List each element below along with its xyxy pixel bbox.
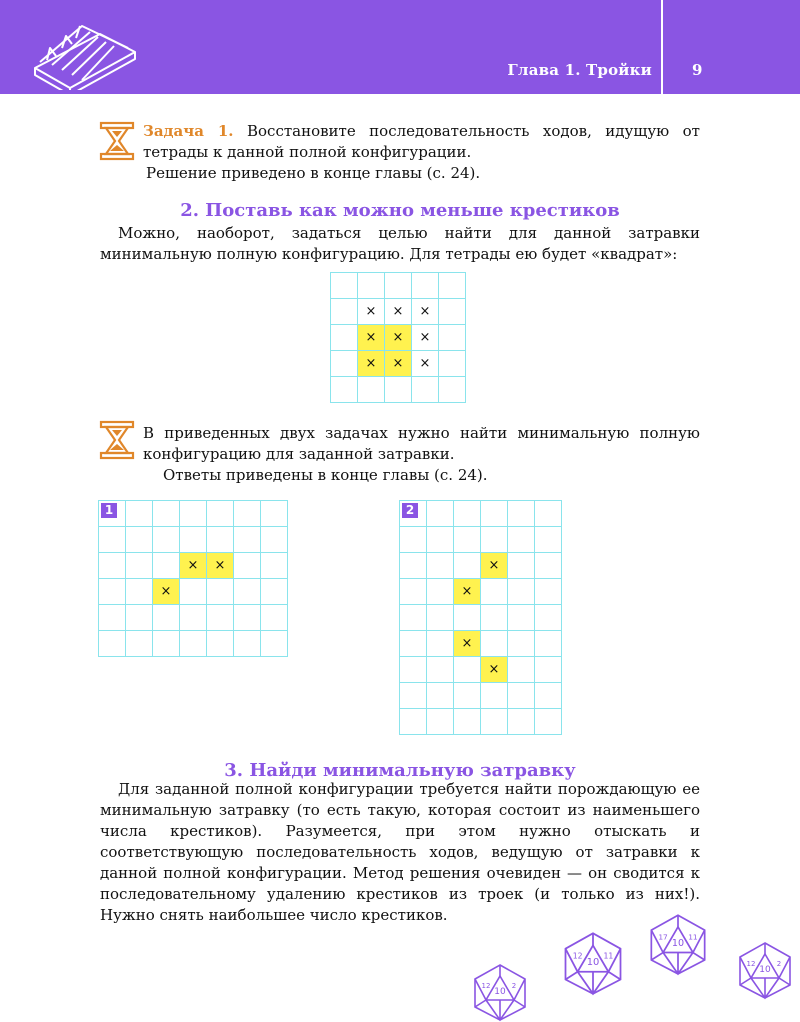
grid-cell [234, 605, 261, 631]
grid-cell-cross: × [385, 299, 412, 325]
grid-cell [535, 631, 562, 657]
grid-row [400, 579, 562, 605]
grid-cell [99, 579, 126, 605]
grid-row [331, 351, 466, 377]
grid-cell [180, 605, 207, 631]
grid-cell [400, 553, 427, 579]
grid-row [331, 325, 466, 351]
grid-cell [508, 579, 535, 605]
grid-cell [454, 553, 481, 579]
grid-cell [207, 631, 234, 657]
grid-cell [400, 657, 427, 683]
grid-cell [180, 579, 207, 605]
grid-cell [180, 631, 207, 657]
grid-cell [126, 553, 153, 579]
grid-row [400, 553, 562, 579]
grid-cell [207, 605, 234, 631]
grid-cell [207, 527, 234, 553]
grid-cell [481, 683, 508, 709]
grid-cell [535, 527, 562, 553]
grid-cell [261, 605, 288, 631]
grid-cell [99, 527, 126, 553]
grid-cell [126, 501, 153, 527]
grid-cell [207, 579, 234, 605]
task1-solution: Решение приведено в конце главы (с. 24). [146, 164, 481, 182]
grid-cell [439, 273, 466, 299]
dice-label: 10 [759, 965, 771, 975]
grid-cell [439, 351, 466, 377]
grid-cell [153, 501, 180, 527]
grid-cell [126, 527, 153, 553]
grid-row [99, 501, 288, 527]
hourglass-icon [98, 121, 136, 161]
task2-answers: Ответы приведены в конце главы (с. 24). [163, 466, 488, 484]
grid-cell [439, 299, 466, 325]
grid-row [331, 273, 466, 299]
grid-cell [508, 631, 535, 657]
grid-cell [427, 501, 454, 527]
grid-row [99, 579, 288, 605]
grid-cell [454, 527, 481, 553]
grid-cell [427, 579, 454, 605]
page-number: 9 [692, 61, 703, 79]
grid-cell [400, 579, 427, 605]
grid-cell-cross: × [385, 351, 412, 377]
dice-label: 2 [511, 982, 517, 990]
grid-cell [358, 273, 385, 299]
grid-cell [427, 605, 454, 631]
grid-cell [427, 553, 454, 579]
grid-cell [385, 377, 412, 403]
grid-row [331, 299, 466, 325]
grid-cell [508, 527, 535, 553]
grid-cell-cross: × [207, 553, 234, 579]
square-grid [330, 272, 466, 403]
grid-table [330, 272, 466, 403]
grid-cell [535, 709, 562, 735]
grid-cell-cross: × [481, 553, 508, 579]
grid-cell [126, 605, 153, 631]
grid-cell [427, 657, 454, 683]
dice-label: 2 [776, 960, 782, 968]
grid-cell [331, 299, 358, 325]
grid-cell-cross: × [481, 657, 508, 683]
grid-row [99, 553, 288, 579]
puzzle-2-badge: 2 [402, 503, 418, 518]
grid-cell [454, 709, 481, 735]
grid-cell [481, 527, 508, 553]
grid-cell [454, 501, 481, 527]
grid-cell [234, 501, 261, 527]
grid-cell [427, 527, 454, 553]
grid-cell [481, 579, 508, 605]
grid-cell [427, 631, 454, 657]
section3-heading: 3. Найди минимальную затравку [224, 760, 576, 781]
grid-cell [535, 605, 562, 631]
book-logo-icon [30, 18, 140, 90]
dice-label: 12 [572, 951, 583, 961]
grid-cell [261, 527, 288, 553]
grid-cell [153, 527, 180, 553]
grid-cell-cross: × [412, 351, 439, 377]
hourglass-icon [98, 420, 136, 460]
grid-row [400, 631, 562, 657]
grid-cell [481, 709, 508, 735]
section3-paragraph: Для заданной полной конфигурации требуется найти порождающую ее минимальную затравку (то есть такую, которая состоит из наименьшего числа крестиков). Разумеется, при этом нужно отыскать и соответствующую последовательность ходов, ведущую от затравки к данной полной конфигурации. Метод решения очевиден — он сводится к последовательному удалению крестиков из троек (и только из них!). Нужно снять наибольшее число крестиков. [100, 780, 700, 924]
grid-cell [454, 605, 481, 631]
puzzle-1-badge: 1 [101, 503, 117, 518]
grid-cell-cross: × [412, 299, 439, 325]
grid-row [400, 527, 562, 553]
grid-cell [331, 377, 358, 403]
dice-label: 10 [494, 987, 506, 997]
grid-cell-cross: × [358, 325, 385, 351]
dice-label: 12 [481, 982, 491, 990]
dice-label: 12 [746, 960, 756, 968]
task1-paragraph [143, 121, 700, 163]
grid-cell [412, 377, 439, 403]
page-header [0, 0, 800, 94]
grid-table [399, 500, 562, 735]
grid-cell [153, 605, 180, 631]
grid-cell [508, 683, 535, 709]
dice-icon [470, 962, 530, 1022]
grid-cell [153, 631, 180, 657]
grid-cell [535, 501, 562, 527]
dice-icon [560, 930, 626, 996]
grid-cell [400, 709, 427, 735]
grid-cell-cross: × [412, 325, 439, 351]
grid-cell [385, 273, 412, 299]
grid-cell [180, 527, 207, 553]
grid-cell [126, 579, 153, 605]
grid-cell [234, 527, 261, 553]
dice-label: 17 [658, 932, 668, 942]
grid-row [400, 657, 562, 683]
grid-cell [331, 351, 358, 377]
grid-cell [207, 501, 234, 527]
grid-cell [412, 273, 439, 299]
grid-cell [180, 501, 207, 527]
task2-paragraph: В приведенных двух задачах нужно найти минимальную полную конфигурацию для заданной затравки. [143, 424, 700, 463]
task1-label: Задача 1. [143, 122, 234, 140]
grid-cell [535, 657, 562, 683]
grid-cell [439, 325, 466, 351]
grid-cell [234, 553, 261, 579]
grid-cell [400, 631, 427, 657]
header-divider [661, 0, 663, 94]
grid-cell [481, 605, 508, 631]
grid-cell [234, 631, 261, 657]
grid-cell [400, 683, 427, 709]
grid-cell [99, 605, 126, 631]
grid-table [98, 500, 288, 657]
grid-cell [358, 377, 385, 403]
grid-row [400, 683, 562, 709]
dice-label: 11 [688, 932, 698, 942]
dice-icon [734, 940, 796, 1000]
puzzle-2-grid [399, 500, 562, 735]
grid-cell [427, 683, 454, 709]
grid-cell [454, 683, 481, 709]
grid-cell [535, 553, 562, 579]
dice-label: 11 [603, 951, 614, 961]
grid-cell [153, 553, 180, 579]
dice-label: 10 [671, 938, 685, 950]
grid-cell [331, 325, 358, 351]
section2-paragraph: Можно, наоборот, задаться целью найти для данной затравки минимальную полную конфигурацию. Для тетрады ею будет «квадрат»: [100, 224, 700, 263]
grid-cell [126, 631, 153, 657]
grid-cell [400, 605, 427, 631]
grid-cell [261, 631, 288, 657]
task1-text: Восстановите последовательность ходов, идущую от тетрады к данной полной конфигурации. [143, 122, 700, 161]
grid-cell [261, 579, 288, 605]
chapter-title: Глава 1. Тройки [507, 61, 652, 79]
grid-cell-cross: × [180, 553, 207, 579]
grid-cell [400, 527, 427, 553]
grid-cell [439, 377, 466, 403]
grid-cell [331, 273, 358, 299]
grid-row [99, 527, 288, 553]
grid-cell-cross: × [454, 579, 481, 605]
grid-cell [508, 605, 535, 631]
section2-heading: 2. Поставь как можно меньше крестиков [180, 200, 620, 221]
grid-cell [261, 553, 288, 579]
grid-cell [535, 683, 562, 709]
puzzle-1-grid [98, 500, 288, 657]
grid-cell [261, 501, 288, 527]
grid-cell-cross: × [358, 351, 385, 377]
grid-cell [508, 657, 535, 683]
grid-cell-cross: × [385, 325, 412, 351]
grid-cell [481, 501, 508, 527]
grid-cell [427, 709, 454, 735]
grid-cell [535, 579, 562, 605]
grid-cell [454, 657, 481, 683]
grid-cell-cross: × [358, 299, 385, 325]
grid-row [331, 377, 466, 403]
grid-cell [234, 579, 261, 605]
grid-cell [508, 553, 535, 579]
grid-cell [99, 553, 126, 579]
grid-row [99, 605, 288, 631]
grid-row [400, 709, 562, 735]
grid-cell-cross: × [454, 631, 481, 657]
grid-row [400, 501, 562, 527]
grid-cell [508, 709, 535, 735]
grid-cell [99, 631, 126, 657]
grid-cell [481, 631, 508, 657]
dice-icon [646, 912, 710, 976]
dice-label: 10 [586, 957, 600, 969]
grid-cell-cross: × [153, 579, 180, 605]
grid-cell [508, 501, 535, 527]
grid-row [400, 605, 562, 631]
grid-row [99, 631, 288, 657]
